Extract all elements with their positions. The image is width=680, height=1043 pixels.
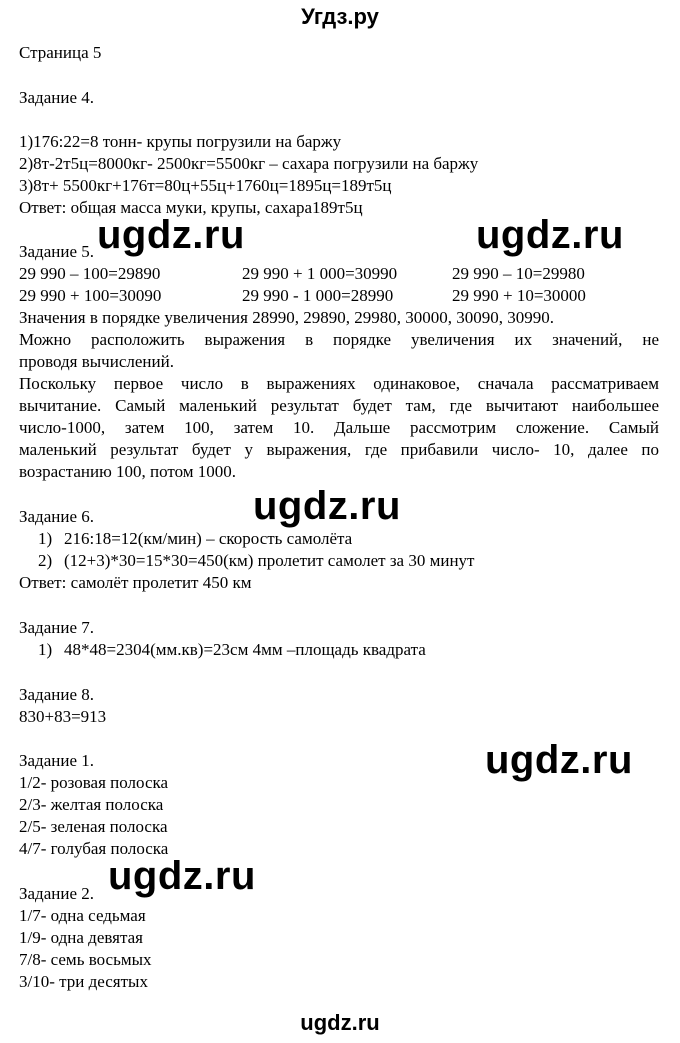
task5-paragraph-line-4: Поскольку первое число в выражениях одинаковое, сначала рассматриваем bbox=[19, 374, 659, 393]
watermark: ugdz.ru bbox=[108, 854, 256, 898]
task8-title: Задание 8. bbox=[19, 685, 94, 704]
task5-expr-r1c3: 29 990 – 10=29980 bbox=[452, 264, 585, 283]
task4-line-2: 2)8т-2т5ц=8000кг- 2500кг=5500кг – сахара погрузили на баржу bbox=[19, 154, 479, 173]
task4-line-3: 3)8т+ 5500кг+176т=80ц+55ц+1760ц=1895ц=189т5ц bbox=[19, 176, 392, 195]
task5-paragraph-line-5: вычитание. Самый маленький результат будет там, где вычитают наибольшее bbox=[19, 396, 659, 415]
task7-title: Задание 7. bbox=[19, 618, 94, 637]
task2-line-4: 3/10- три десятых bbox=[19, 972, 148, 991]
task6-item-1-text: 216:18=12(км/мин) – скорость самолёта bbox=[64, 529, 353, 548]
task5-paragraph-line-2: Можно расположить выражения в порядке увеличения их значений, не bbox=[19, 330, 659, 349]
task2-line-1: 1/7- одна седьмая bbox=[19, 906, 146, 925]
task5-paragraph-line-8: возрастанию 100, потом 1000. bbox=[19, 462, 237, 481]
task6-item-1 bbox=[38, 528, 352, 550]
task6-title: Задание 6. bbox=[19, 507, 94, 526]
task5-title: Задание 5. bbox=[19, 242, 94, 261]
site-header: Угдз.ру bbox=[301, 4, 379, 29]
task5-expr-r2c2: 29 990 - 1 000=28990 bbox=[242, 286, 394, 305]
task7-item-1-number: 1) bbox=[38, 640, 53, 659]
task4-title: Задание 4. bbox=[19, 88, 94, 107]
task1-line-3: 2/5- зеленая полоска bbox=[19, 817, 168, 836]
task5-paragraph-line-3: проводя вычислений. bbox=[19, 352, 174, 371]
task5-paragraph-line-1: Значения в порядке увеличения 28990, 29890, 29980, 30000, 30090, 30990. bbox=[19, 308, 554, 327]
task4-answer: Ответ: общая масса муки, крупы, сахара189т5ц bbox=[19, 198, 363, 217]
task6-answer: Ответ: самолёт пролетит 450 км bbox=[19, 573, 252, 592]
task8-line: 830+83=913 bbox=[19, 707, 107, 726]
watermark: ugdz.ru bbox=[253, 484, 401, 528]
watermark: ugdz.ru bbox=[97, 213, 245, 257]
task5-expr-r2c1: 29 990 + 100=30090 bbox=[19, 286, 162, 305]
task7-item-1-text: 48*48=2304(мм.кв)=23см 4мм –площадь квадрата bbox=[64, 640, 426, 659]
task5-expr-r1c2: 29 990 + 1 000=30990 bbox=[242, 264, 398, 283]
task1-line-1: 1/2- розовая полоска bbox=[19, 773, 169, 792]
task2-title: Задание 2. bbox=[19, 884, 94, 903]
task7-item-1 bbox=[38, 639, 426, 661]
task6-item-1-number: 1) bbox=[38, 529, 53, 548]
task6-item-2 bbox=[38, 550, 474, 572]
watermark: ugdz.ru bbox=[476, 213, 624, 257]
task1-line-2: 2/3- желтая полоска bbox=[19, 795, 164, 814]
task2-line-2: 1/9- одна девятая bbox=[19, 928, 144, 947]
task6-item-2-number: 2) bbox=[38, 551, 53, 570]
task6-item-2-text: (12+3)*30=15*30=450(км) пролетит самолет за 30 минут bbox=[64, 551, 475, 570]
site-footer: ugdz.ru bbox=[300, 1010, 380, 1035]
page-label: Страница 5 bbox=[19, 43, 102, 62]
watermark: ugdz.ru bbox=[485, 738, 633, 782]
task5-paragraph-line-6: число-1000, затем 100, затем 10. Дальше рассмотрим сложение. Самый bbox=[19, 418, 659, 437]
task5-paragraph-line-7: маленький результат будет у выражения, где прибавили число- 10, далее по bbox=[19, 440, 659, 459]
task5-expr-r1c1: 29 990 – 100=29890 bbox=[19, 264, 161, 283]
task1-title: Задание 1. bbox=[19, 751, 94, 770]
task5-expr-r2c3: 29 990 + 10=30000 bbox=[452, 286, 586, 305]
task1-line-4: 4/7- голубая полоска bbox=[19, 839, 169, 858]
task2-line-3: 7/8- семь восьмых bbox=[19, 950, 152, 969]
task4-line-1: 1)176:22=8 тонн- крупы погрузили на баржу bbox=[19, 132, 342, 151]
